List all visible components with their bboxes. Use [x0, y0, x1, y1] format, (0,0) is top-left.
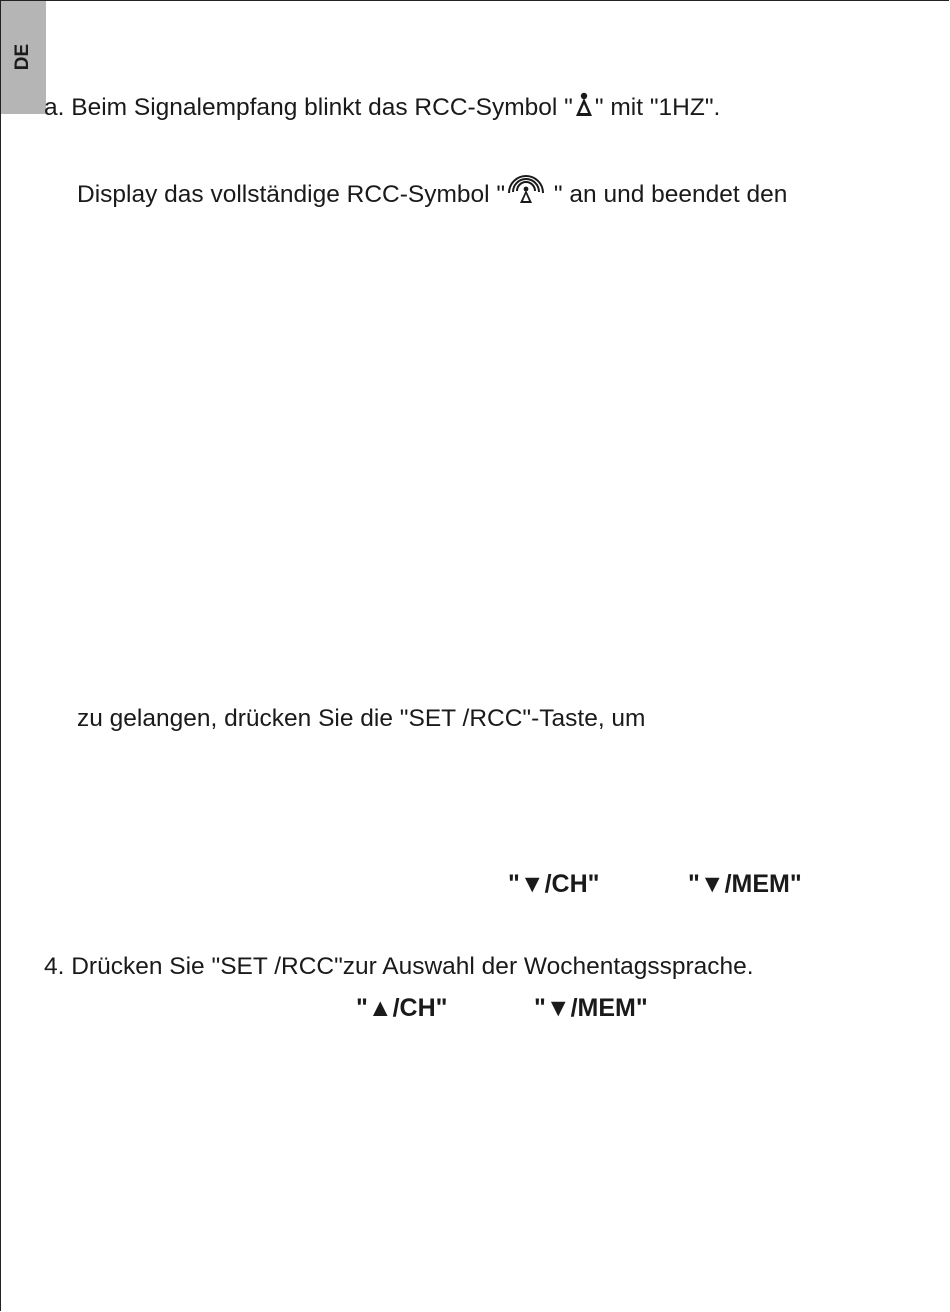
instruction-line-display — [77, 175, 787, 208]
line-display-text-after: " an und beendet den — [547, 181, 788, 208]
down-ch-key-label: "▼/CH" — [508, 870, 600, 898]
down-mem-key-label: "▼/MEM" — [688, 870, 802, 898]
up-ch-key-label: "▲/CH" — [356, 994, 448, 1022]
instruction-line-4: 4. Drücken Sie "SET /RCC"zur Auswahl der Wochentagssprache. — [44, 953, 754, 980]
rcc-antenna-icon — [573, 92, 595, 118]
instruction-line-a — [44, 92, 720, 121]
rcc-signal-full-icon — [505, 175, 547, 205]
line-display-text-before: Display das vollständige RCC-Symbol " — [77, 181, 506, 208]
down-mem-key-label-2: "▼/MEM" — [534, 994, 648, 1022]
instruction-line-zu-gelangen: zu gelangen, drücken Sie die "SET /RCC"-Taste, um — [77, 705, 646, 732]
language-tab-label: DE — [12, 43, 33, 71]
line-a-text-after: " mit "1HZ". — [594, 94, 721, 121]
line-a-text-before: a. Beim Signalempfang blinkt das RCC-Symbol " — [44, 94, 573, 121]
language-tab — [1, 1, 46, 114]
